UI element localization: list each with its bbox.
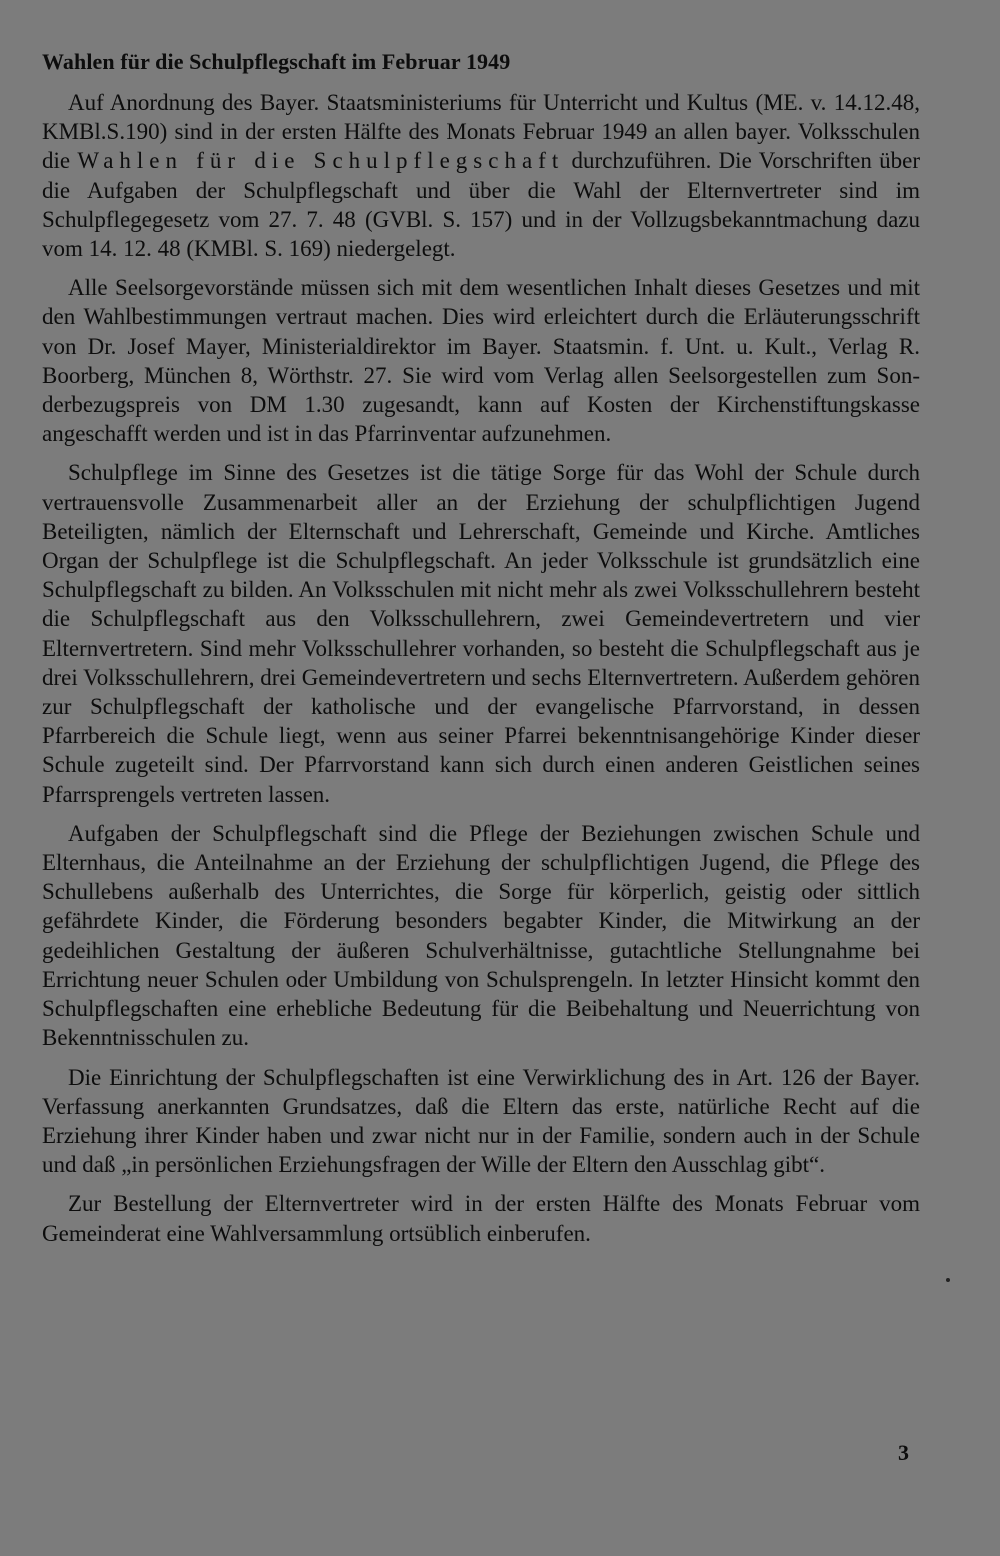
paragraph-1 (42, 88, 920, 263)
paragraph-1-text-before: Auf Anordnung des Bayer. Staatsministeriums für Unterricht und Kultus (ME. v. 14.12.48, KMBl.S.190) sind in der ersten Hälfte des Monats Februar 1949 an allen bayer. Volksschulen die (42, 90, 920, 174)
print-speck-mark (946, 1278, 950, 1282)
paragraph-3: Schulpflege im Sinne des Gesetzes ist die tätige Sorge für das Wohl der Schule durch vertrauensvolle Zusammenarbeit aller an der Erziehung der schulpflichtigen Jugend Beteiligten, nämlich der Elternschaft und Lehrerschaft, Gemeinde und Kirche. Amtliches Organ der Schulpflege ist die Schulpflegschaft. An jeder Volksschule ist grundsätzlich eine Schulpflegschaft zu bilden. An Volksschulen mit nicht mehr als zwei Volksschullehrern besteht die Schulpflegschaft aus den Volksschullehrern, zwei Gemeindevertretern und vier Elternvertretern. Sind mehr Volksschullehrer vorhanden, so besteht die Schulpflegschaft aus je drei Volksschullehrern, drei Gemeindevertretern und sechs Elternvertretern. Außerdem gehören zur Schulpflegschaft der katholische und der evangelische Pfarrvorstand, in dessen Pfarrbereich die Schule liegt, wenn aus seiner Pfarrei bekenntnisangehörige Kinder dieser Schule zugeteilt sind. Der Pfarrvorstand kann sich durch einen anderen Geistlichen seines Pfarrsprengels vertreten lassen. (42, 460, 920, 807)
paragraph-6: Zur Bestellung der Elternvertreter wird in der ersten Hälfte des Monats Februar vom Gemeinderat eine Wahlversammlung ortsüblich einberufen. (42, 1191, 920, 1246)
paragraph-1-emphasis: Wahlen für die Schulpflegschaft (77, 148, 565, 174)
paragraph-5: Die Einrichtung der Schulpflegschaften ist eine Verwirklichung des in Art. 126 der Bayer. Verfassung anerkannten Grundsatzes, daß die Eltern das erste, natürliche Recht auf die Erziehung ihrer Kinder haben und zwar nicht nur in der Familie, sondern auch in der Schule und daß „in persönlichen Erziehungsfragen der Wille der Eltern den Ausschlag gibt“. (42, 1064, 920, 1178)
paragraph-2: Alle Seelsorgevorstände müssen sich mit dem wesentlichen Inhalt dieses Gesetzes und mit den Wahlbestimmungen vertraut machen. Dies wird erleichtert durch die Erläuterungsschrift von Dr. Josef Mayer, Ministerialdirektor im Bayer. Staatsmin. f. Unt. u. Kult., Verlag R. Boorberg, München 8, Wörthstr. 27. Sie wird vom Verlag allen Seelsorgestellen zum Sonderbezugspreis von DM 1.30 zugesandt, kann auf Kosten der Kirchenstiftungskasse angeschafft werden und ist in das Pfarrinventar aufzunehmen. (42, 275, 920, 447)
paragraph-1-text-after: durchzuführen. Die Vorschriften über die Aufgaben der Schulpflegschaft und über die Wahl der Elternvertreter sind im Schulpflegegesetz vom 27. 7. 48 (GVBl. S. 157) und in der Vollzugsbekanntmachung dazu vom 14. 12. 48 (KMBl. S. 169) niedergelegt. (42, 148, 920, 262)
document-page (42, 48, 920, 1258)
page-number: 3 (898, 1440, 909, 1465)
paragraph-4: Aufgaben der Schulpflegschaft sind die Pflege der Beziehungen zwischen Schule und Elternhaus, die Anteilnahme an der Erziehung der schulpflichtigen Jugend, die Pflege des Schullebens außerhalb des Unterrichtes, die Sorge für körperlich, geistig oder sittlich gefährdete Kinder, die Förderung besonders begabter Kinder, die Mitwirkung an der gedeihlichen Gestaltung der äußeren Schulverhältnisse, gutachtliche Stellungnahme bei Errichtung neuer Schulen oder Umbildung von Schulsprengeln. In letzter Hinsicht kommt den Schulpflegschaften eine erhebliche Bedeutung für die Beibehaltung und Neuerrichtung von Bekenntnisschulen zu. (42, 820, 920, 1051)
document-title: Wahlen für die Schulpflegschaft im Februar 1949 (42, 49, 511, 74)
